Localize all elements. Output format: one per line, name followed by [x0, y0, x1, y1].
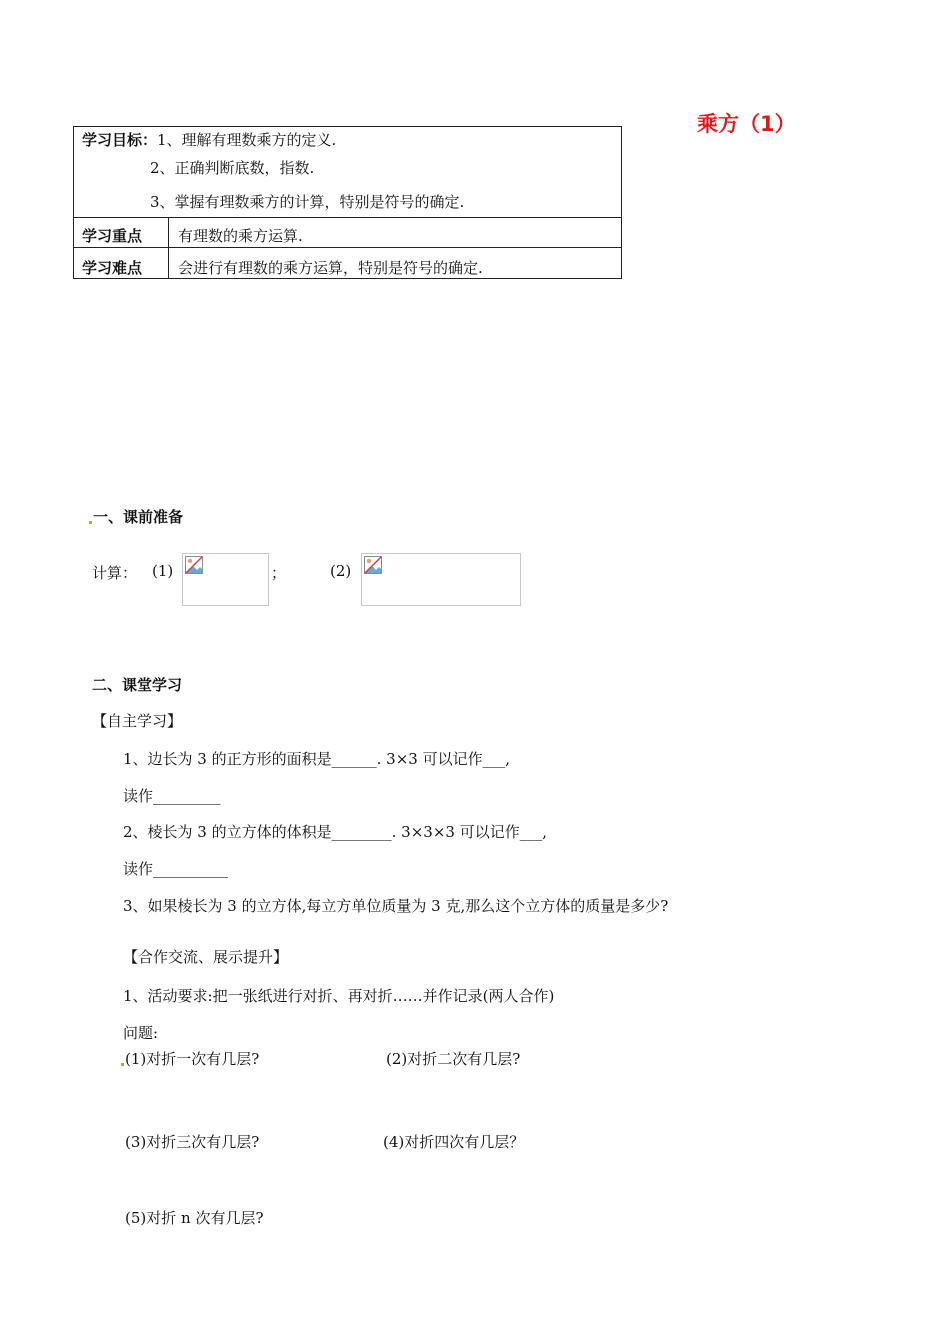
question-3: 3、如果棱长为 3 的立方体,每立方单位质量为 3 克,那么这个立方体的质量是多少?: [123, 897, 669, 915]
calc-item-2-label: (2): [330, 562, 352, 580]
goal-item-1: 1、理解有理数乘方的定义.: [157, 131, 337, 149]
question-2-line-2: 读作__________: [123, 860, 229, 878]
goal-item-2: 2、正确判断底数，指数.: [150, 159, 315, 177]
table-divider: [74, 217, 621, 218]
broken-image-icon: [364, 556, 382, 574]
difficulty-text: 会进行有理数的乘方运算，特别是符号的确定.: [178, 259, 483, 277]
table-divider: [74, 247, 621, 248]
broken-image-icon: [185, 556, 203, 574]
formula-image-2: [361, 553, 521, 606]
learning-goals-table: [73, 126, 622, 279]
question-2-line-1: 2、棱长为 3 的立方体的体积是________. 3×3×3 可以记作___,: [123, 823, 547, 841]
goals-label: 学习目标：: [82, 131, 158, 149]
fold-question-5: (5)对折 n 次有几层?: [125, 1209, 264, 1227]
goal-item-3: 3、掌握有理数乘方的计算，特别是符号的确定.: [150, 193, 465, 211]
table-column-divider: [168, 217, 169, 279]
calc-separator: ；: [271, 564, 287, 582]
focus-text: 有理数的乘方运算.: [178, 227, 303, 245]
question-1-line-1: 1、边长为 3 的正方形的面积是______. 3×3 可以记作___,: [123, 750, 510, 768]
question-1-line-2: 读作_________: [123, 787, 221, 805]
fold-question-4: (4)对折四次有几层？: [383, 1133, 525, 1151]
section-1-heading: [89, 506, 183, 527]
goal-row-1: [82, 129, 336, 150]
fold-question-3: (3)对折三次有几层?: [125, 1133, 260, 1151]
formula-image-1: [182, 553, 269, 606]
calc-label: 计算：: [92, 564, 138, 582]
edit-mark-icon: [121, 1063, 124, 1066]
difficulty-label: 学习难点: [82, 259, 143, 277]
page-title: 乘方（1）: [697, 112, 796, 136]
section-2-heading: 二、课堂学习: [92, 676, 183, 694]
question-label: 问题:: [123, 1024, 159, 1042]
edit-mark-icon: [89, 521, 92, 524]
fold-question-1-text: (1)对折一次有几层?: [125, 1050, 260, 1068]
activity-text: 1、活动要求:把一张纸进行对折、再对折……并作记录(两人合作): [123, 987, 555, 1005]
coop-heading: 【合作交流、展示提升】: [123, 948, 289, 966]
section-1-heading-text: 一、课前准备: [93, 508, 184, 526]
self-study-heading: 【自主学习】: [92, 712, 183, 730]
fold-question-2: (2)对折二次有几层?: [386, 1050, 521, 1068]
focus-label: 学习重点: [82, 227, 143, 245]
fold-question-1: [121, 1048, 259, 1069]
calc-item-1-label: (1): [152, 562, 174, 580]
